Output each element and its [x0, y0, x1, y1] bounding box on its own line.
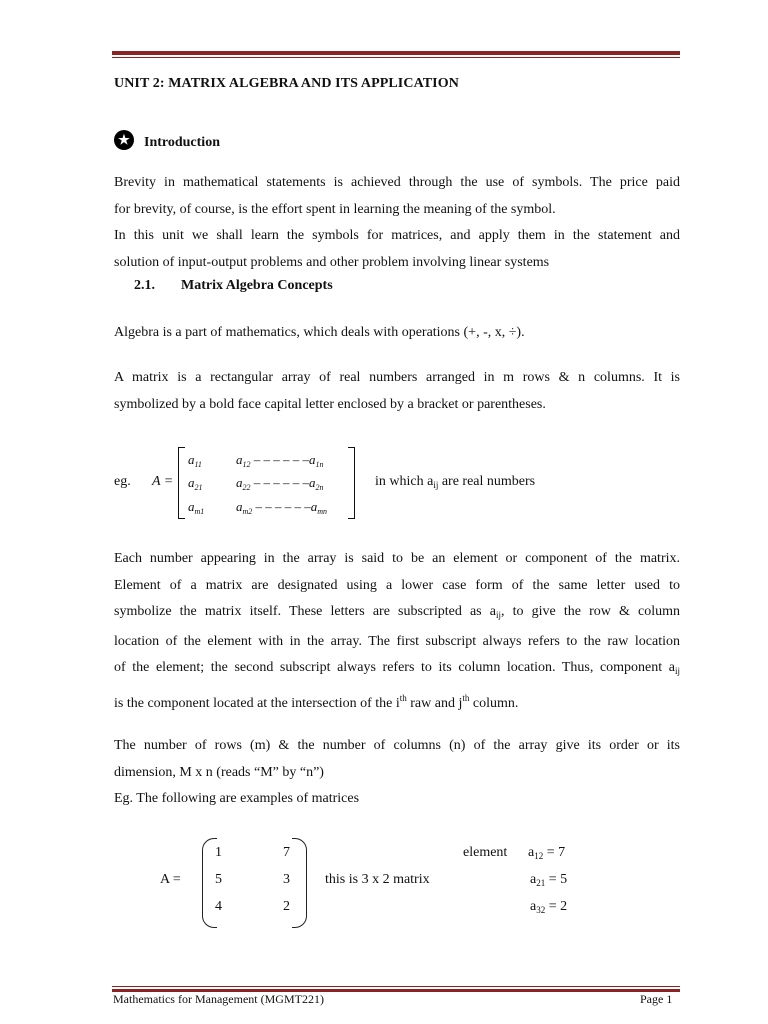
intro-line-1: Brevity in mathematical statements is achieved through the use of symbols. The price paid	[114, 175, 680, 190]
matrix-note: in which $a_{ij}$ are real numbers	[375, 474, 536, 490]
matrix-cell: 4	[215, 899, 222, 914]
element-value: $a_{32} = 2$	[530, 899, 568, 915]
element-line-4: location of the element with in the array. The first subscript always refers to the raw location	[114, 633, 680, 649]
matrix-cell: 3	[283, 872, 290, 887]
unit-title: UNIT 2: MATRIX ALGEBRA AND ITS APPLICATION	[114, 76, 459, 91]
matrix-cell: $a_{m2}$ – – – – – $-a_{mn}$	[236, 499, 328, 516]
matrix-cell: $a_{21}$	[188, 475, 203, 492]
element-line-1: Each number appearing in the array is said to be an element or component of the matrix.	[114, 551, 680, 566]
example-label: eg.	[114, 474, 131, 489]
section-number: 2.1.	[134, 278, 155, 293]
footer-course: Mathematics for Management (MGMT221)	[113, 992, 324, 1006]
element-value: $a_{12} = 7$	[528, 845, 566, 861]
order-line-3: Eg. The following are examples of matrices	[114, 791, 360, 806]
intro-heading-text: Introduction	[144, 135, 220, 150]
algebra-line	[114, 320, 680, 347]
section-title: Matrix Algebra Concepts	[181, 278, 333, 293]
element-line-3: symbolize the matrix itself. These letters are subscripted as $a_{ij}$, to give the row & column	[114, 604, 680, 620]
matrix-cell: 1	[215, 845, 222, 860]
intro-line-3: In this unit we shall learn the symbols for matrices, and apply them in the statement and	[114, 228, 680, 243]
footer-page-number: Page 1	[640, 992, 673, 1006]
matrix-name: A =	[160, 872, 181, 887]
matrix-cell: 7	[283, 845, 290, 860]
algebra-text: Algebra is a part of mathematics, which deals with operations (+, -, x, ÷).	[114, 325, 525, 340]
element-paragraph	[114, 546, 680, 717]
intro-line-4: solution of input-output problems and other problem involving linear systems	[114, 254, 550, 270]
matrix-name: A =	[152, 474, 174, 489]
matrix-def-line-2: symbolized by a bold face capital letter enclosed by a bracket or parentheses.	[114, 396, 546, 412]
matrix-order-note: this is 3 x 2 matrix	[325, 872, 430, 887]
matrix-cell: 5	[215, 872, 222, 887]
right-bracket	[348, 447, 355, 519]
order-line-2: dimension, M x n (reads “M” by “n”)	[114, 764, 324, 780]
element-line-6: is the component located at the intersection of the $i^{th}$ raw and $j^{th}$ column.	[114, 692, 519, 711]
section-heading	[134, 278, 333, 294]
left-bracket	[178, 447, 185, 519]
element-label: element	[463, 845, 508, 860]
element-line-5: of the element; the second subscript always refers to its column location. Thus, component $a_{ij}$	[114, 660, 680, 676]
header-rule	[112, 51, 680, 58]
matrix-cell: $a_{11}$	[188, 452, 202, 469]
order-paragraph	[114, 733, 680, 813]
intro-paragraph	[114, 170, 680, 276]
matrix-definition	[114, 365, 680, 418]
right-parenthesis	[292, 838, 307, 928]
matrix-cell: $a_{12}$ – – – – – $-a_{1n}$	[236, 452, 324, 469]
matrix-cell: $a_{m1}$	[188, 499, 205, 516]
matrix-cell: $a_{22}$ – – – – – $-a_{2n}$	[236, 475, 324, 492]
matrix-def-line-1: A matrix is a rectangular array of real numbers arranged in m rows & n columns. It is	[114, 370, 680, 385]
matrix-cell: 2	[283, 899, 290, 914]
element-value: $a_{21} = 5$	[530, 872, 568, 888]
intro-heading	[114, 132, 220, 151]
star-circle-icon: ★	[114, 130, 134, 150]
element-line-2: Element of a matrix are designated using a lower case form of the same letter used to	[114, 577, 680, 593]
order-line-1: The number of rows (m) & the number of columns (n) of the array give its order or its	[114, 738, 680, 753]
intro-line-2: for brevity, of course, is the effort spent in learning the meaning of the symbol.	[114, 201, 556, 217]
